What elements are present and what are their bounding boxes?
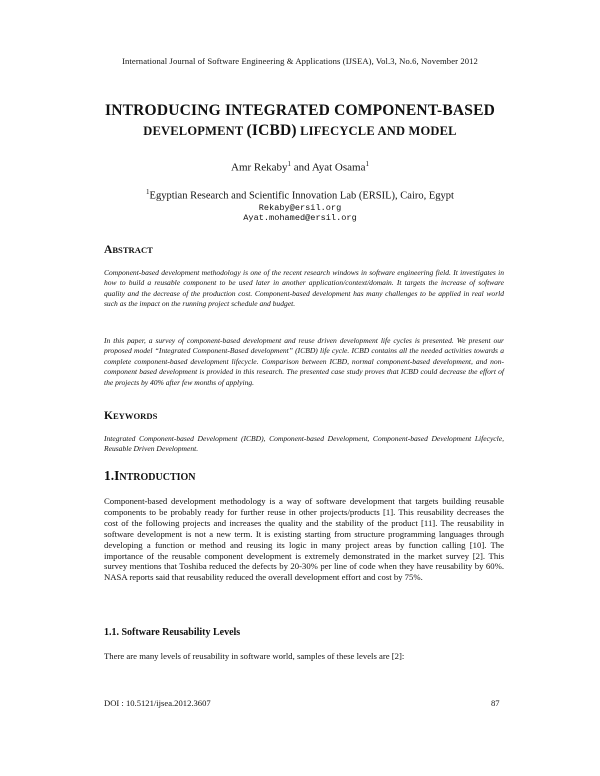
paper-title: [60, 101, 540, 141]
abstract-heading: [104, 244, 153, 256]
title-line1-b: -BASED: [436, 102, 495, 119]
author-2: Ayat Osama: [311, 161, 366, 174]
keywords-text: Integrated Component-based Development (ICBD), Component-based Development, Component-based Development Lifecycle, Reusable Driven Development.: [104, 434, 504, 454]
keywords-heading-cap: K: [104, 410, 113, 422]
introduction-heading-cap: I: [114, 468, 120, 483]
abstract-heading-rest: BSTRACT: [112, 245, 153, 255]
title-line2-a: DEVELOPMENT: [143, 124, 247, 138]
author-2-affil-mark: 1: [365, 160, 369, 168]
email-1: Rekaby@ersil.org: [258, 203, 342, 213]
abstract-paragraph-2: In this paper, a survey of component-based development and reuse driven development life cycles is presented. We present our proposed model “Integrated Component-Based development” (ICBD) life cycle. ICBD contains all the needed activities towards a complete component-based development lifecycle. Comparison between ICBD, normal component-based development, and non-component based development is provided in this research. The presented case study proves that ICBD could decrease the effort of the projects by 40% after few months of applying.: [104, 336, 504, 387]
author-conj: and: [291, 161, 312, 174]
title-line1-a: INTRODUCING INTEGRATED COMPONENT: [105, 102, 437, 119]
subsection-heading: 1.1. Software Reusability Levels: [104, 627, 241, 638]
introduction-heading-rest: NTRODUCTION: [119, 472, 196, 483]
keywords-heading-rest: EYWORDS: [112, 411, 158, 421]
abstract-paragraph-1: Component-based development methodology is one of the recent research windows in software engineering field. It investigates in how to build a reusable component to be used later in another application/context/domain. It targets the increase of software quality and the decrease of the production cost. Component-based development has many challenges to be applied in real world such as the impact on the running project schedule and budget.: [104, 268, 504, 309]
title-line2-c: LIFECYCLE AND MODEL: [296, 124, 457, 138]
email-2: Ayat.mohamed@ersil.org: [243, 213, 357, 223]
introduction-paragraph-2: There are many levels of reusability in software world, samples of these levels are [2]:: [104, 651, 405, 661]
author-1-affil-mark: 1: [287, 160, 292, 168]
abstract-heading-cap: A: [104, 244, 113, 256]
footer-doi: DOI : 10.5121/ijsea.2012.3607: [104, 698, 211, 708]
affiliation-text: Egyptian Research and Scientific Innovation Lab (ERSIL), Cairo, Egypt: [149, 190, 454, 202]
page-number: 87: [491, 698, 500, 708]
affiliation: [0, 188, 600, 202]
author-line: [0, 160, 600, 174]
running-head: International Journal of Software Engineering & Applications (IJSEA), Vol.3, No.6, November 2012: [122, 56, 478, 66]
affiliation-mark: 1: [146, 188, 150, 196]
introduction-paragraph-1: Component-based development methodology is a way of software development that targets building reusable components to be probably ready for further reuse in other projects/products [1]. This reusability decreases the cost of the following projects and increases the quality and the stability of the product [11]. The reusability in software development is not a new term. It is existing starting from structure programming languages through developing a function or method and reusing its logic in many project areas by function calling [10]. The importance of the reusable component development is extremely demonstrated in the market survey [2]. This survey mentions that Toshiba reduced the defects by 20-30% per line of code when they have reusability by 60%. NASA reports said that reusability reduced the overall development effort and cost by 75%.: [104, 496, 504, 583]
introduction-heading-num: 1.: [104, 468, 115, 483]
title-line2-b: (ICBD): [246, 122, 297, 139]
author-1: Amr Rekaby: [231, 161, 288, 174]
introduction-heading: [104, 468, 196, 484]
keywords-heading: [104, 410, 157, 422]
